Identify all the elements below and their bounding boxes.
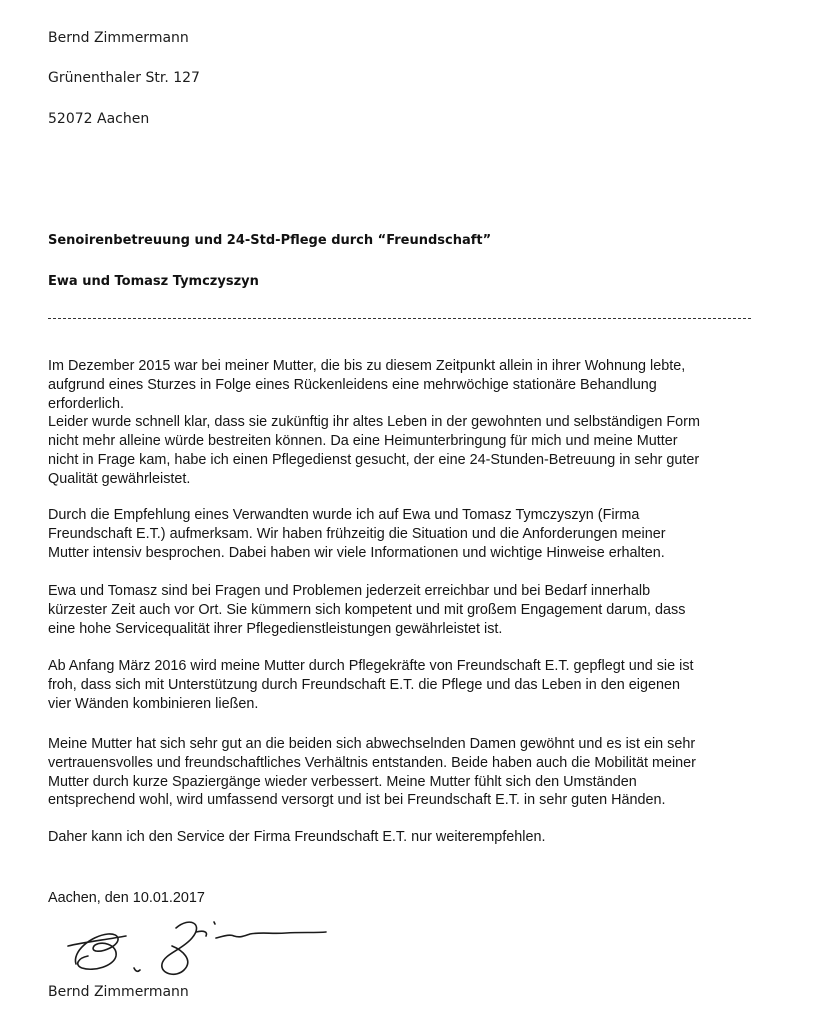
text-line: Im Dezember 2015 war bei meiner Mutter, die bis zu diesem Zeitpunkt allein in ihrer Wohnung lebte, [48, 358, 686, 374]
subject-names: Ewa und Tomasz Tymczyszyn [48, 274, 259, 289]
text-line: Daher kann ich den Service der Firma Freundschaft E.T. nur weiterempfehlen. [48, 829, 546, 845]
text-line: froh, dass sich mit Unterstützung durch Freundschaft E.T. die Pflege und das Leben in den eigenen [48, 676, 680, 693]
text-line: kürzester Zeit auch vor Ort. Sie kümmern sich kompetent und mit großem Engagement darum, dass [48, 601, 686, 618]
signature-name: Bernd Zimmermann [48, 984, 189, 1000]
subject-title: Senoirenbetreuung und 24-Std-Pflege durch “Freundschaft” [48, 233, 492, 248]
text-line: Freundschaft E.T.) aufmerksam. Wir haben frühzeitig die Situation und die Anforderungen meiner [48, 525, 666, 542]
text-line: Durch die Empfehlung eines Verwandten wurde ich auf Ewa und Tomasz Tymczyszyn (Firma [48, 507, 640, 523]
text-line: Mutter intensiv besprochen. Dabei haben wir viele Informationen und wichtige Hinweise erhalten. [48, 544, 665, 561]
text-line: erforderlich. [48, 395, 124, 412]
sender-street: Grünenthaler Str. 127 [48, 70, 200, 86]
text-line: vier Wänden kombinieren ließen. [48, 695, 259, 712]
paragraph-6 [48, 828, 793, 847]
text-line: eine hohe Servicequalität ihrer Pflegedienstleistungen gewährleistet ist. [48, 620, 503, 637]
handwritten-signature [64, 906, 334, 986]
text-line: nicht in Frage kam, habe ich einen Pflegedienst gesucht, der eine 24-Stunden-Betreuung in sehr guter [48, 451, 700, 468]
text-line: aufgrund eines Sturzes in Folge eines Rückenleidens eine mehrwöchige stationäre Behandlung [48, 376, 657, 393]
paragraph-5 [48, 735, 793, 810]
sender-city: 52072 Aachen [48, 111, 150, 127]
text-line: Ewa und Tomasz sind bei Fragen und Problemen jederzeit erreichbar und bei Bedarf innerhalb [48, 583, 651, 599]
place-date [48, 889, 793, 908]
paragraph-2 [48, 506, 793, 562]
place-date-text: Aachen, den 10.01.2017 [48, 890, 205, 906]
paragraph-4 [48, 657, 793, 713]
text-line: entsprechend wohl, wird umfassend versorgt und ist bei Freundschaft E.T. in sehr guten Händen. [48, 792, 666, 809]
text-line: Mutter durch kurze Spaziergänge wieder verbessert. Meine Mutter fühlt sich den Umständen [48, 773, 637, 790]
text-line: nicht mehr alleine würde bestreiten können. Da eine Heimunterbringung für mich und meine Mutter [48, 433, 678, 450]
text-line: Meine Mutter hat sich sehr gut an die beiden sich abwechselnden Damen gewöhnt und es ist ein sehr [48, 736, 696, 752]
sender-name: Bernd Zimmermann [48, 30, 189, 46]
dashed-separator [48, 318, 751, 319]
paragraph-1 [48, 357, 793, 489]
text-line: vertrauensvolles und freundschaftliches Verhältnis entstanden. Beide haben auch die Mobilität meiner [48, 754, 696, 771]
text-line: Ab Anfang März 2016 wird meine Mutter durch Pflegekräfte von Freundschaft E.T. gepflegt und sie ist [48, 658, 694, 674]
text-line: Qualität gewährleistet. [48, 470, 191, 487]
paragraph-3 [48, 582, 793, 638]
text-line: Leider wurde schnell klar, dass sie zukünftig ihr altes Leben in der gewohnten und selbständigen Form [48, 414, 700, 431]
